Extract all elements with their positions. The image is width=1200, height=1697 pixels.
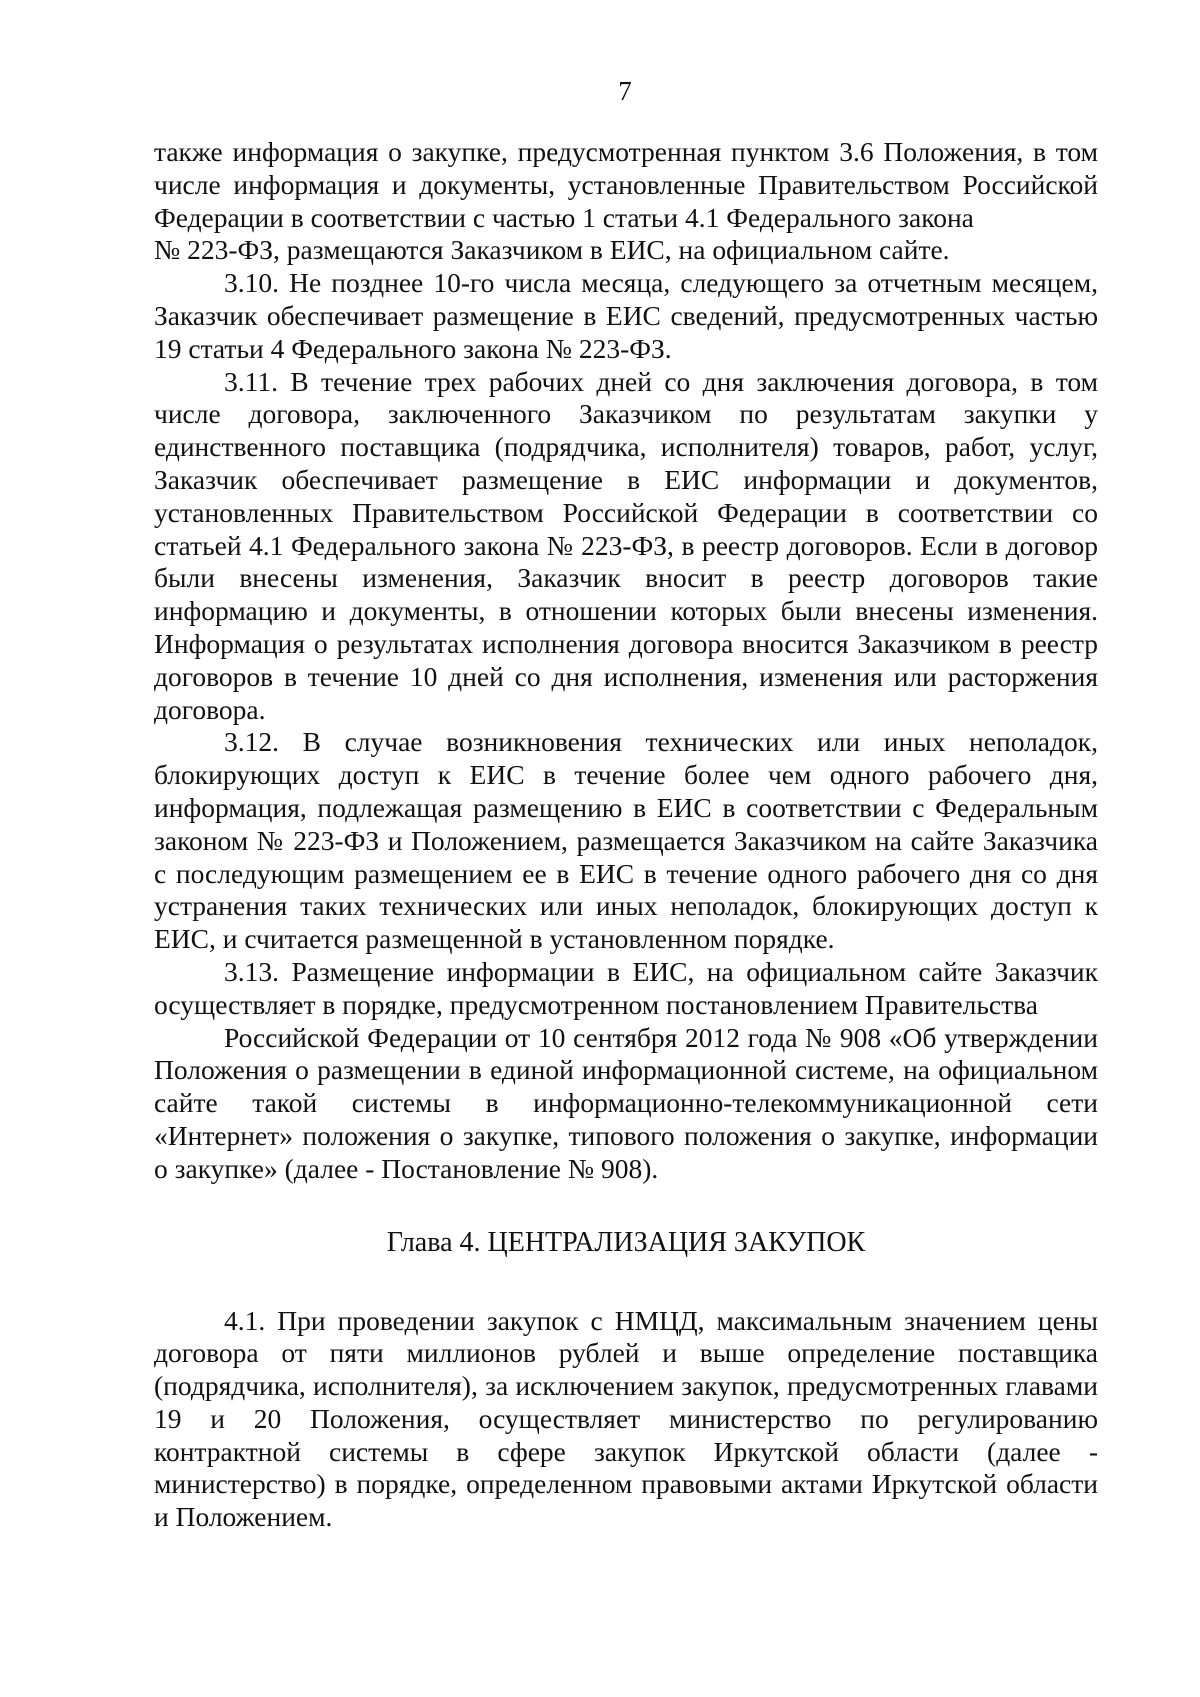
document-body <box>154 136 1098 1534</box>
paragraph-3-13-continued: Российской Федерации от 10 сентября 2012 года № 908 «Об утверждении Положения о размещении в единой информационной системе, на официальном сайте такой системы в информационно-телекоммуникационной сети «Интернет» положения о закупке, типового положения о закупке, информации о закупке» (далее - Постановление № 908). <box>154 1021 1098 1184</box>
paragraph-continuation: также информация о закупке, предусмотренная пунктом 3.6 Положения, в том числе информация и документы, установленные Правительством Российской Федерации в соответствии с частью 1 статьи 4.1 Федерального закона <box>154 136 1098 233</box>
paragraph-3-11: 3.11. В течение трех рабочих дней со дня заключения договора, в том числе договора, заключенного Заказчиком по результатам закупки у единственного поставщика (подрядчика, исполнителя) товаров, работ, услуг, Заказчик обеспечивает размещение в ЕИС информации и документов, установленных Правительством Российской Федерации в соответствии со статьей 4.1 Федерального закона № 223-ФЗ, в реестр договоров. Если в договор были внесены изменения, Заказчик вносит в реестр договоров такие информацию и документы, в отношении которых были внесены изменения. Информация о результатах исполнения договора вносится Заказчиком в реестр договоров в течение 10 дней со дня исполнения, изменения или расторжения договора. <box>154 365 1098 725</box>
paragraph-3-12: 3.12. В случае возникновения технических или иных неполадок, блокирующих доступ к ЕИС в течение более чем одного рабочего дня, информация, подлежащая размещению в ЕИС в соответствии с Федеральным законом № 223-ФЗ и Положением, размещается Заказчиком на сайте Заказчика с последующим размещением ее в ЕИС в течение одного рабочего дня со дня устранения таких технических или иных неполадок, блокирующих доступ к ЕИС, и считается размещенной в установленном порядке. <box>154 726 1098 955</box>
chapter-heading: Глава 4. ЦЕНТРАЛИЗАЦИЯ ЗАКУПОК <box>386 1226 866 1258</box>
paragraph-3-13: 3.13. Размещение информации в ЕИС, на официальном сайте Заказчик осуществляет в порядке, предусмотренном постановлением Правительства <box>154 955 1098 1020</box>
page-number: 7 <box>618 76 632 106</box>
paragraph-continuation-law-ref: № 223-ФЗ, размещаются Заказчиком в ЕИС, на официальном сайте. <box>154 234 950 266</box>
paragraph-3-10: 3.10. Не позднее 10-го числа месяца, следующего за отчетным месяцем, Заказчик обеспечивает размещение в ЕИС сведений, предусмотренных частью 19 статьи 4 Федерального закона № 223-ФЗ. <box>154 267 1098 364</box>
paragraph-4-1: 4.1. При проведении закупок с НМЦД, максимальным значением цены договора от пяти миллионов рублей и выше определение поставщика (подрядчика, исполнителя), за исключением закупок, предусмотренных главами 19 и 20 Положения, осуществляет министерство по регулированию контрактной системы в сфере закупок Иркутской области (далее - министерство) в порядке, определенном правовыми актами Иркутской области и Положением. <box>154 1304 1098 1533</box>
